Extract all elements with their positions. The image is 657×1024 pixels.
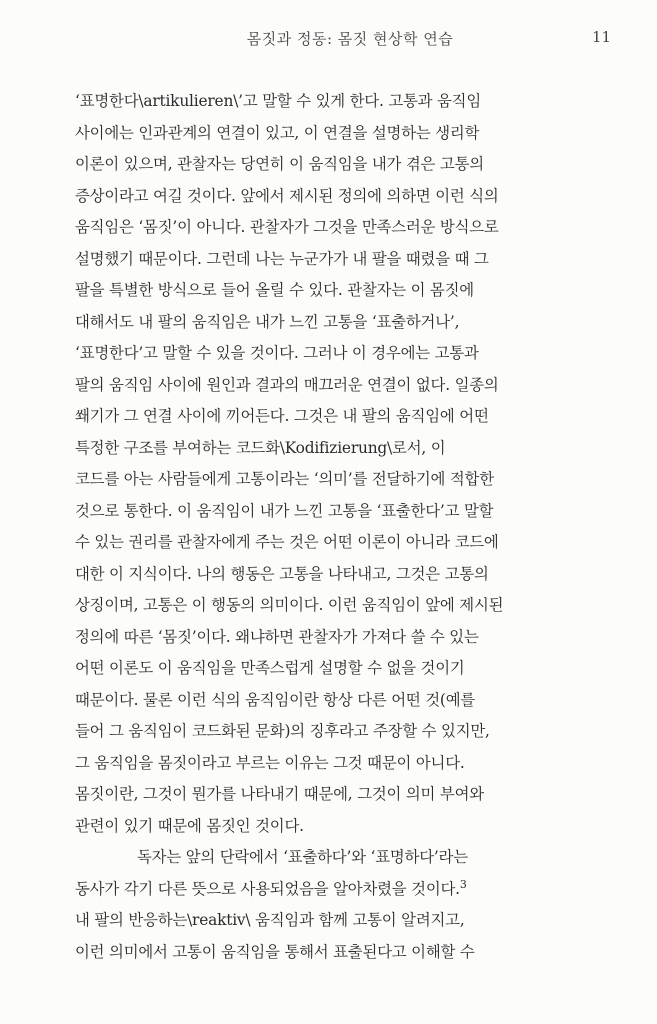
text-line: ‘표명한다’고 말할 수 있을 것이다. 그러나 이 경우에는 고통과 xyxy=(75,344,479,362)
paragraph-2-line: 내 팔의 반응하는\reaktiv\ 움직임과 함께 고통이 알려지고, xyxy=(75,911,465,929)
text-line: 팔을 특별한 방식으로 들어 올릴 수 있다. 관찰자는 이 몸짓에 xyxy=(75,281,474,299)
text-line: 설명했기 때문이다. 그런데 나는 누군가가 내 팔을 때렸을 때 그 xyxy=(75,249,489,268)
paragraph-2-first-line: 독자는 앞의 단락에서 ‘표출하다’와 ‘표명하다’라는 xyxy=(137,848,468,866)
text-line: ‘표명한다\artikulieren\’고 말할 수 있게 한다. 고통과 움직임 xyxy=(75,92,482,110)
text-line: 수 있는 권리를 관찰자에게 주는 것은 어떤 이론이 아니라 코드에 xyxy=(75,533,499,551)
text-line: 정의에 따른 ‘몸짓’이다. 왜냐하면 관찰자가 가져다 쓸 수 있는 xyxy=(75,627,479,646)
text-line: 몸짓이란, 그것이 뭔가를 나타내기 때문에, 그것이 의미 부여와 xyxy=(75,785,484,803)
text-line: 상징이며, 고통은 이 행동의 의미이다. 이런 움직임이 앞에 제시된 xyxy=(75,596,504,614)
page-number: 11 xyxy=(592,28,612,46)
text-line: 특정한 구조를 부여하는 코드화\Kodifizierung\로서, 이 xyxy=(75,438,446,457)
text-line: 사이에는 인과관계의 연결이 있고, 이 연결을 설명하는 생리학 xyxy=(75,123,480,142)
text-line: 그 움직임을 몸짓이라고 부르는 이유는 그것 때문이 아니다. xyxy=(75,753,465,772)
paragraph-2-line-text: 동사가 각기 다른 뜻으로 사용되었음을 알아차렸을 것이다. xyxy=(75,879,460,898)
running-header xyxy=(0,28,657,52)
text-line: 팔의 움직임 사이에 원인과 결과의 매끄러운 연결이 없다. 일종의 xyxy=(75,375,499,394)
text-line: 쐐기가 그 연결 사이에 끼어든다. 그것은 내 팔의 움직임에 어떤 xyxy=(75,407,489,425)
body-text xyxy=(75,86,620,968)
text-line: 대해서도 내 팔의 움직임은 내가 느낀 고통을 ‘표출하거나’, xyxy=(75,312,460,331)
paragraph-2-line: 이런 의미에서 고통이 움직임을 통해서 표출된다고 이해할 수 xyxy=(75,942,475,961)
text-line: 것으로 통한다. 이 움직임이 내가 느낀 고통을 ‘표출한다’고 말할 xyxy=(75,501,494,520)
text-line: 들어 그 움직임이 코드화된 문화)의 징후라고 주장할 수 있지만, xyxy=(75,722,490,740)
text-line: 이론이 있으며, 관찰자는 당연히 이 움직임을 내가 겪은 고통의 xyxy=(75,155,484,173)
text-line: 증상이라고 여길 것이다. 앞에서 제시된 정의에 의하면 이런 식의 xyxy=(75,186,499,205)
text-line: 때문이다. 물론 이런 식의 움직임이란 항상 다른 어떤 것(예를 xyxy=(75,690,476,709)
text-line: 관련이 있기 때문에 몸짓인 것이다. xyxy=(75,816,304,835)
text-line: 어떤 이론도 이 움직임을 만족스럽게 설명할 수 없을 것이기 xyxy=(75,659,465,677)
paragraph-2-line xyxy=(75,874,620,906)
text-line: 코드를 아는 사람들에게 고통이라는 ‘의미’를 전달하기에 적합한 xyxy=(75,470,494,488)
running-header-title: 몸짓과 정동: 몸짓 현상학 연습 xyxy=(246,30,454,48)
footnote-marker: 3 xyxy=(459,877,467,891)
text-line: 대한 이 지식이다. 나의 행동은 고통을 나타내고, 그것은 고통의 xyxy=(75,564,489,583)
text-line: 움직임은 ‘몸짓’이 아니다. 관찰자가 그것을 만족스러운 방식으로 xyxy=(75,218,499,236)
